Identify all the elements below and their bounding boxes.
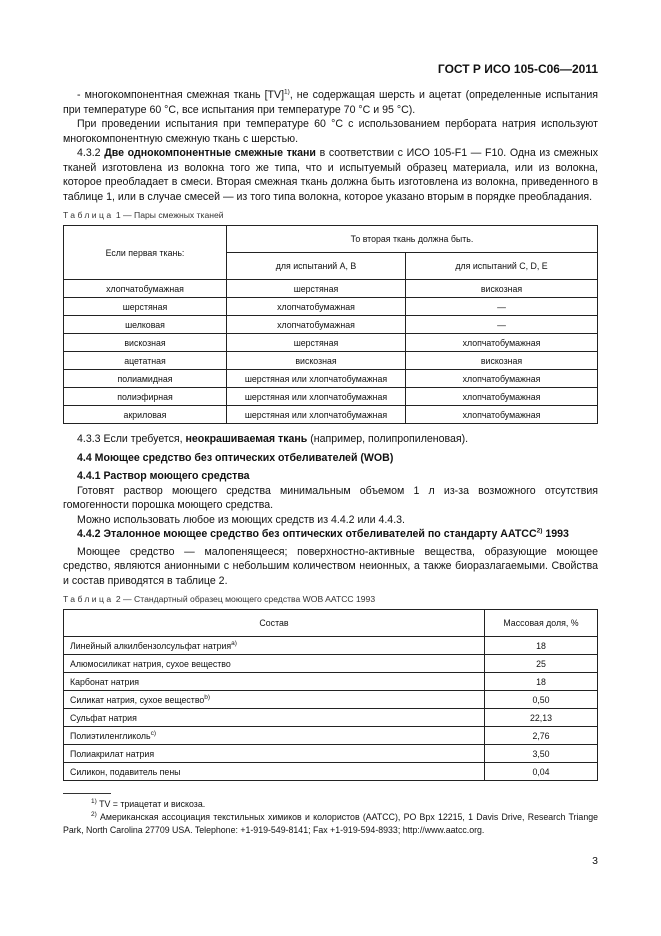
component-cell [64, 763, 485, 781]
paragraph [63, 88, 598, 117]
section-4-4 [63, 432, 598, 588]
table-cell: шерстяная или хлопчатобумажная [227, 388, 406, 406]
table-row [64, 763, 598, 781]
component-cell [64, 709, 485, 727]
component-cell [64, 745, 485, 763]
text: (например, полипропиленовая). [307, 433, 469, 445]
table-row [64, 655, 598, 673]
component-name: Полиакрилат натрия [70, 748, 155, 759]
footnote-ref: c) [150, 729, 157, 737]
header-cell: То вторая ткань должна быть. [227, 226, 598, 253]
header-cell: для испытаний А, В [227, 253, 406, 280]
adjacent-fabrics-table [63, 225, 598, 424]
text: - многокомпонентная смежная ткань [TV] [77, 89, 285, 101]
table-cell: хлопчатобумажная [406, 406, 598, 424]
table2-caption [63, 594, 598, 604]
table-row [64, 406, 598, 424]
mass-fraction-cell: 2,76 [485, 727, 598, 745]
footnote-text: TV = триацетат и вискоза. [96, 799, 206, 809]
paragraph [63, 146, 598, 204]
table-row [64, 709, 598, 727]
heading-4-4-1: 4.4.1 Раствор моющего средства [77, 470, 250, 482]
mass-fraction-cell: 0,50 [485, 691, 598, 709]
table-cell: шерстяная [64, 298, 227, 316]
table-cell: — [406, 316, 598, 334]
table-cell: шелковая [64, 316, 227, 334]
table-row [64, 673, 598, 691]
text: Если требуется, [100, 433, 186, 445]
table-row [64, 352, 598, 370]
header-cell: Состав [64, 610, 485, 637]
mass-fraction-cell: 3,50 [485, 745, 598, 763]
table-row [64, 334, 598, 352]
table-cell: — [406, 298, 598, 316]
heading-text: 1993 [542, 528, 569, 540]
mass-fraction-cell: 18 [485, 637, 598, 655]
caption-text: 2 — Стандартный образец моющего средства WOB AATCC 1993 [115, 594, 376, 604]
footnote-mark: 2) [91, 811, 97, 819]
table-row [64, 370, 598, 388]
header-cell: для испытаний С, D, Е [406, 253, 598, 280]
mass-fraction-cell: 25 [485, 655, 598, 673]
table-cell: вискозная [227, 352, 406, 370]
footnotes [63, 798, 598, 837]
heading-4-4-2 [63, 527, 598, 542]
footnote [63, 798, 598, 811]
footnote-ref: 2) [536, 527, 543, 535]
table-cell: полиэфирная [64, 388, 227, 406]
table-cell: шерстяная или хлопчатобумажная [227, 406, 406, 424]
table-row [64, 727, 598, 745]
table-cell: вискозная [406, 352, 598, 370]
bold-term: неокрашиваемая ткань [185, 433, 308, 445]
footnote-mark: 1) [91, 798, 97, 806]
caption-prefix: Таблица [63, 210, 114, 220]
table-row [64, 388, 598, 406]
detergent-composition-table [63, 609, 598, 781]
table-cell: хлопчатобумажная [64, 280, 227, 298]
mass-fraction-cell: 22,13 [485, 709, 598, 727]
heading-4-4: 4.4 Моющее средство без оптических отбеливателей (WOB) [77, 451, 394, 464]
component-name: Алюмосиликат натрия, сухое вещество [70, 658, 231, 669]
component-cell [64, 637, 485, 655]
table-cell: хлопчатобумажная [406, 388, 598, 406]
table1-caption [63, 210, 598, 220]
table-row [64, 316, 598, 334]
heading-text: 4.4.2 Эталонное моющее средство без оптических отбеливателей по стандарту AATCC [77, 528, 537, 540]
paragraph: При проведении испытания при температуре 60 °С с использованием пербората натрия используют многокомпонентную смежную ткань с шерстью. [63, 118, 598, 145]
component-name: Силикат натрия, сухое вещество [70, 694, 205, 705]
footnote-ref: b) [204, 693, 211, 701]
table-cell: хлопчатобумажная [406, 370, 598, 388]
table-cell: шерстяная [227, 280, 406, 298]
paragraph: Готовят раствор моющего средства минимальным объемом 1 л из-за возможного отсутствия гомогенности порошка моющего средства. [63, 484, 598, 511]
table-row [64, 280, 598, 298]
component-name: Силикон, подавитель пены [70, 766, 181, 777]
component-cell [64, 727, 485, 745]
section-number: 4.3.2 [77, 147, 101, 159]
caption-text: 1 — Пары смежных тканей [115, 210, 224, 220]
caption-prefix: Таблица [63, 594, 114, 604]
table-cell: вискозная [64, 334, 227, 352]
table-cell: полиамидная [64, 370, 227, 388]
component-cell [64, 673, 485, 691]
paragraph: Можно использовать любое из моющих средств из 4.4.2 или 4.4.3. [77, 513, 405, 526]
component-cell [64, 691, 485, 709]
text: в соответствии с ИСО 105-F1 — F10. Одна из смежных тканей изготовлена из волокна того же типа, что и испытуемый образец материала, или из волокна, которое преобладает в смеси. Вторая смежная ткань должна быть изготовлена из волокна, приведенного в таблице 1, или в случае смесей — из того типа волокна, которое указано вторым в порядке преобладания. [63, 147, 599, 203]
mass-fraction-cell: 18 [485, 673, 598, 691]
component-name: Линейный алкилбензолсульфат натрия [70, 640, 232, 651]
intro-text [63, 88, 598, 204]
table-cell: хлопчатобумажная [227, 298, 406, 316]
footnote-ref: a) [231, 639, 237, 647]
table-cell: акриловая [64, 406, 227, 424]
header-cell: Если первая ткань: [64, 226, 227, 280]
table-cell: хлопчатобумажная [227, 316, 406, 334]
table-row [64, 298, 598, 316]
component-name: Полиэтиленгликоль [70, 730, 151, 741]
text: , не содержащая шерсть и ацетат (определенные испытания при температуре 60 °С, все испытания при температуре 70 °С и 95 °С). [63, 89, 599, 116]
table-cell: вискозная [406, 280, 598, 298]
footnote-ref: 1) [284, 88, 290, 96]
table-cell: хлопчатобумажная [406, 334, 598, 352]
page-number: 3 [592, 855, 598, 867]
footnote [63, 811, 598, 837]
table-row [64, 745, 598, 763]
section-number: 4.3.3 [77, 433, 101, 445]
table-row [64, 691, 598, 709]
component-name: Сульфат натрия [70, 712, 137, 723]
bold-term: Две однокомпонентные смежные ткани [104, 147, 316, 159]
document-header: ГОСТ Р ИСО 105-C06—2011 [437, 62, 598, 76]
component-cell [64, 655, 485, 673]
paragraph: Моющее средство — малопенящееся; поверхностно-активные вещества, образующие моющее средство, являются анионными с небольшим количеством неионных, а также биоразлагаемыми. Свойства и состав приводятся в таблице 2. [63, 545, 598, 587]
footnote-divider [63, 793, 111, 794]
header-cell: Массовая доля, % [485, 610, 598, 637]
table-row [64, 637, 598, 655]
table-cell: ацетатная [64, 352, 227, 370]
paragraph [63, 432, 598, 447]
mass-fraction-cell: 0,04 [485, 763, 598, 781]
component-name: Карбонат натрия [70, 676, 140, 687]
table-cell: шерстяная [227, 334, 406, 352]
table-cell: шерстяная или хлопчатобумажная [227, 370, 406, 388]
footnote-text: Американская ассоциация текстильных химиков и колористов (AATCC), PO Bpx 12215, 1 Davis Drive, Research Triange Park, North Carolina 27709 USA. Telephone: +1-919-549-8141; Fax +1-919-594-8933; http://www.aatcc.org. [63, 812, 598, 835]
